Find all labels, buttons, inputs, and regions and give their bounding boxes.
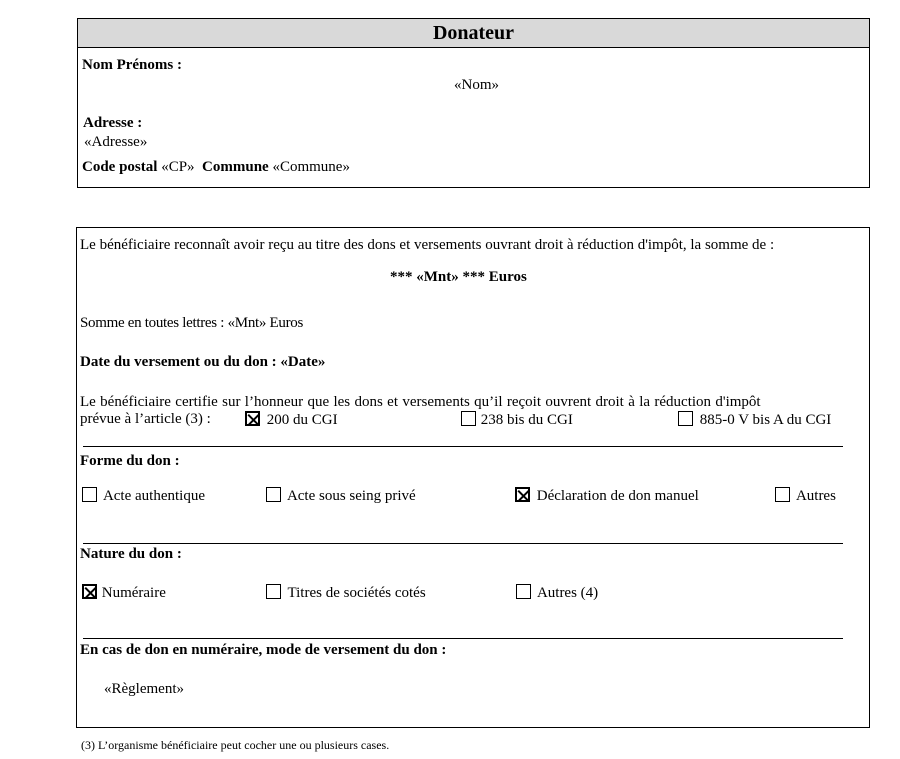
cp-line <box>82 159 350 176</box>
forme-acte-seing-prive-checkbox[interactable] <box>266 487 281 502</box>
nature-autres-checkbox[interactable] <box>516 584 531 599</box>
forme-acte-authentique <box>82 487 205 505</box>
certifie-line2: prévue à l’article (3) : <box>80 411 211 427</box>
nature-titres <box>266 584 426 602</box>
date-versement: Date du versement ou du don : «Date» <box>80 354 326 370</box>
certifie-line1: Le bénéficiaire certifie sur l’honneur que les dons et versements qu’il reçoit ouvrent droit à la réduction d'impôt <box>80 394 761 410</box>
article-200-label: 200 du CGI <box>266 412 338 428</box>
article-885-checkbox[interactable] <box>678 411 693 426</box>
forme-autres-checkbox[interactable] <box>775 487 790 502</box>
mode-value: «Règlement» <box>104 681 184 697</box>
article-238-checkbox[interactable] <box>461 411 476 426</box>
divider <box>83 446 843 447</box>
article-238-label: 238 bis du CGI <box>480 412 573 428</box>
adresse-value: «Adresse» <box>84 134 148 150</box>
somme-lettres: Somme en toutes lettres : «Mnt» Euros <box>80 315 304 331</box>
forme-don-manuel-checkbox[interactable] <box>515 487 530 502</box>
nature-autres-label: Autres (4) <box>536 585 599 601</box>
forme-autres-label: Autres <box>795 488 836 504</box>
nature-titres-label: Titres de sociétés cotés <box>287 585 426 601</box>
commune-label: Commune <box>202 159 269 175</box>
mode-title: En cas de don en numéraire, mode de versement du don : <box>80 642 447 658</box>
divider <box>83 543 843 544</box>
article-885 <box>678 411 831 429</box>
nature-numeraire-checkbox[interactable] <box>82 584 97 599</box>
nom-value: «Nom» <box>454 77 499 93</box>
divider <box>83 638 843 639</box>
nature-autres <box>516 584 598 602</box>
adresse-label: Adresse : <box>83 115 143 131</box>
donateur-title: Donateur <box>78 19 869 48</box>
article-200-checkbox[interactable] <box>245 411 260 426</box>
forme-title: Forme du don : <box>80 453 180 469</box>
forme-acte-authentique-checkbox[interactable] <box>82 487 97 502</box>
forme-acte-seing-prive <box>266 487 416 505</box>
nom-label: Nom Prénoms : <box>82 57 182 73</box>
commune-value: «Commune» <box>272 159 350 175</box>
article-200 <box>245 411 338 429</box>
recu-section <box>76 227 870 728</box>
nature-titres-checkbox[interactable] <box>266 584 281 599</box>
recu-intro: Le bénéficiaire reconnaît avoir reçu au titre des dons et versements ouvrant droit à réduction d'impôt, la somme de : <box>80 237 775 253</box>
forme-acte-seing-prive-label: Acte sous seing privé <box>286 488 416 504</box>
footnote: (3) L’organisme bénéficiaire peut cocher une ou plusieurs cases. <box>81 738 390 752</box>
forme-acte-authentique-label: Acte authentique <box>102 488 205 504</box>
montant: *** «Mnt» *** Euros <box>390 269 527 285</box>
article-238 <box>461 411 573 429</box>
cp-label: Code postal <box>82 159 158 175</box>
nature-numeraire-label: Numéraire <box>101 585 166 601</box>
nature-numeraire <box>82 584 166 602</box>
nature-title: Nature du don : <box>80 546 182 562</box>
forme-autres <box>775 487 836 505</box>
forme-don-manuel-label: Déclaration de don manuel <box>536 488 699 504</box>
article-885-label: 885-0 V bis A du CGI <box>699 412 832 428</box>
cp-value: «CP» <box>161 159 195 175</box>
forme-don-manuel <box>515 487 699 505</box>
donateur-section <box>77 18 870 188</box>
